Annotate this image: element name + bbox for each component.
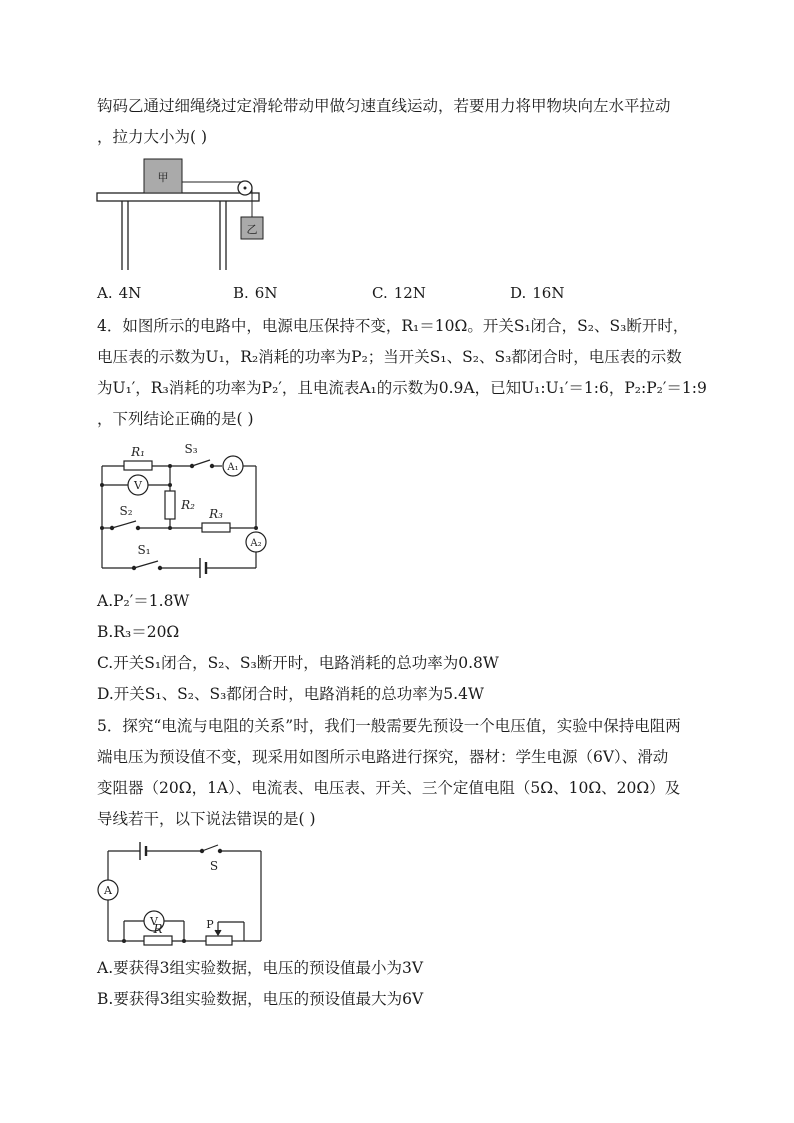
q3-option-b[interactable]: B. 6N [233,284,278,302]
q4-option-a[interactable]: A.P₂′＝1.8W [97,592,190,610]
label-v: V [150,915,158,928]
q4-option-b[interactable]: B.R₃＝20Ω [97,623,180,641]
label-a1: A₁ [227,462,239,473]
q4-circuit-diagram [96,437,276,582]
q4-option-d[interactable]: D.开关S₁、S₂、S₃都闭合时，电路消耗的总功率为5.4W [97,685,484,703]
q3-text-line-2: ，拉力大小为( ) [97,128,208,146]
block-jia-label: 甲 [157,171,169,184]
label-r2: R₂ [181,498,195,512]
block-yi-label: 乙 [246,223,258,236]
q4-text-line-1: 4．如图所示的电路中，电源电压保持不变，R₁＝10Ω。开关S₁闭合，S₂、S₃断开时， [97,317,689,335]
q3-option-d[interactable]: D. 16N [510,284,565,302]
rheostat [206,936,232,945]
q5-text-line-1: 5．探究“电流与电阻的关系”时，我们一般需要先预设一个电压值，实验中保持电阻两 [97,717,681,735]
label-v: V [134,479,142,492]
q5-text-line-3: 变阻器（20Ω，1A）、电流表、电压表、开关、三个定值电阻（5Ω、10Ω、20Ω）及 [97,779,681,797]
q5-text-line-4: 导线若干，以下说法错误的是( ) [97,810,316,828]
q3-option-c[interactable]: C. 12N [372,284,426,302]
q4-option-c[interactable]: C.开关S₁闭合，S₂、S₃断开时，电路消耗的总功率为0.8W [97,654,499,672]
label-a: A [104,884,112,897]
label-s1: S₁ [137,543,151,557]
q5-text-line-2: 端电压为预设值不变，现采用如图所示电路进行探究，器材：学生电源（6V）、滑动 [97,748,669,766]
resistor-r2 [165,491,175,519]
q5-option-b[interactable]: B.要获得3组实验数据，电压的预设值最大为6V [97,990,424,1008]
q5-option-a[interactable]: A.要获得3组实验数据，电压的预设值最小为3V [97,959,424,977]
q3-text-line-1: 钩码乙通过细绳绕过定滑轮带动甲做匀速直线运动，若要用力将甲物块向左水平拉动 [97,97,671,115]
q3-figure-table-pulley [96,155,266,275]
label-r1: R₁ [131,445,145,459]
q4-text-line-2: 电压表的示数为U₁，R₂消耗的功率为P₂；当开关S₁、S₂、S₃都闭合时，电压表的示数 [97,348,682,366]
label-s2: S₂ [119,504,133,518]
q5-circuit-diagram [96,838,271,948]
q4-text-line-3: 为U₁′，R₃消耗的功率为P₂′，且电流表A₁的示数为0.9A，已知U₁:U₁′＝1:6，P₂:P₂′＝1:9 [97,379,707,397]
resistor-r [144,936,172,945]
label-a2: A₂ [250,538,262,549]
label-s3: S₃ [184,442,198,456]
label-r: R [153,922,163,936]
resistor-r3 [202,523,230,532]
q4-text-line-4: ，下列结论正确的是( ) [97,410,254,428]
q3-option-a[interactable]: A. 4N [97,284,142,302]
label-p: P [206,918,214,931]
label-s: S [209,859,219,873]
resistor-r1 [124,461,152,470]
label-r3: R₃ [209,507,223,521]
